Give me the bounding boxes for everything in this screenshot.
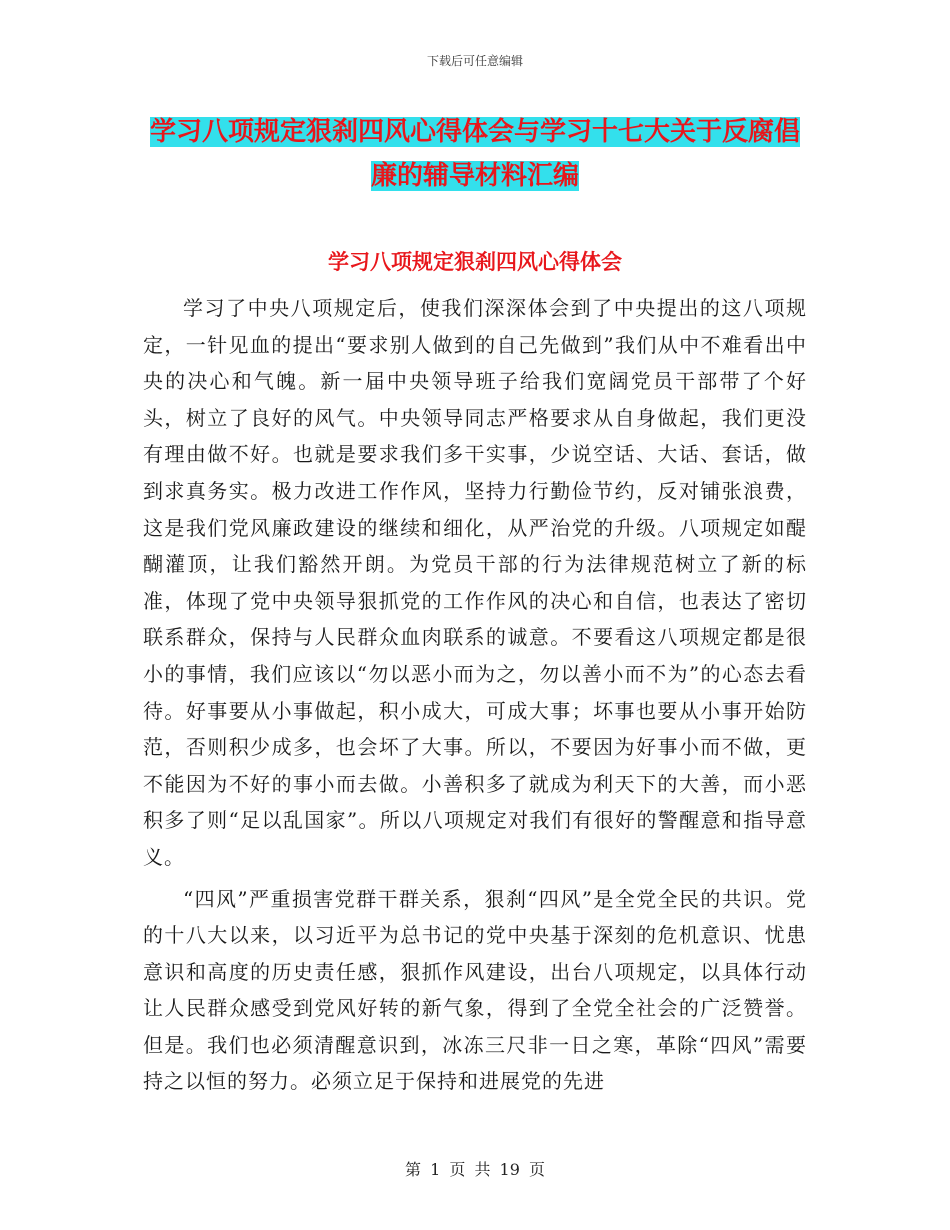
section-title: 学习八项规定狠刹四风心得体会: [328, 250, 622, 274]
header-note: 下载后可任意编辑: [426, 54, 523, 68]
document-title: [140, 110, 810, 198]
page-number: 第 1 页 共 19 页: [405, 1160, 545, 1179]
body-paragraph: “四风”严重损害党群干群关系，狠刹“四风”是全党全民的共识。党的十八大以来，以习近平为总书记的党中央基于深刻的危机意识、忧患意识和高度的历史责任感，狠抓作风建设，出台八项规定，以具体行动让人民群众感受到党风好转的新气象，得到了全党全社会的广泛赞誉。但是。我们也必须清醒意识到，冰冻三尺非一日之寒，革除“四风”需要持之以恒的努力。必须立足于保持和进展党的先进: [143, 886, 807, 1094]
body-paragraph: 学习了中央八项规定后，使我们深深体会到了中央提出的这八项规定，一针见血的提出“要求别人做到的自己先做到”我们从中不难看出中央的决心和气魄。新一届中央领导班子给我们宽阔党员干部带了个好头，树立了良好的风气。中央领导同志严格要求从自身做起，我们更没有理由做不好。也就是要求我们多干实事，少说空话、大话、套话，做到求真务实。极力改进工作作风，坚持力行勤俭节约，反对铺张浪费，这是我们党风廉政建设的继续和细化，从严治党的升级。八项规定如醍醐灌顶，让我们豁然开朗。为党员干部的行为法律规范树立了新的标准，体现了党中央领导狠抓党的工作作风的决心和自信，也表达了密切联系群众，保持与人民群众血肉联系的诚意。不要看这八项规定都是很小的事情，我们应该以“勿以恶小而为之，勿以善小而不为”的心态去看待。好事要从小事做起，积小成大，可成大事；坏事也要从小事开始防范，否则积少成多，也会坏了大事。所以，不要因为好事小而不做，更不能因为不好的事小而去做。小善积多了就成为利天下的大善，而小恶积多了则“足以乱国家”。所以八项规定对我们有很好的警醒意和指导意义。: [143, 296, 807, 869]
document-body: [143, 290, 807, 1105]
document-title-text: 学习八项规定狠刹四风心得体会与学习十七大关于反腐倡廉的辅导材料汇编: [149, 117, 800, 191]
